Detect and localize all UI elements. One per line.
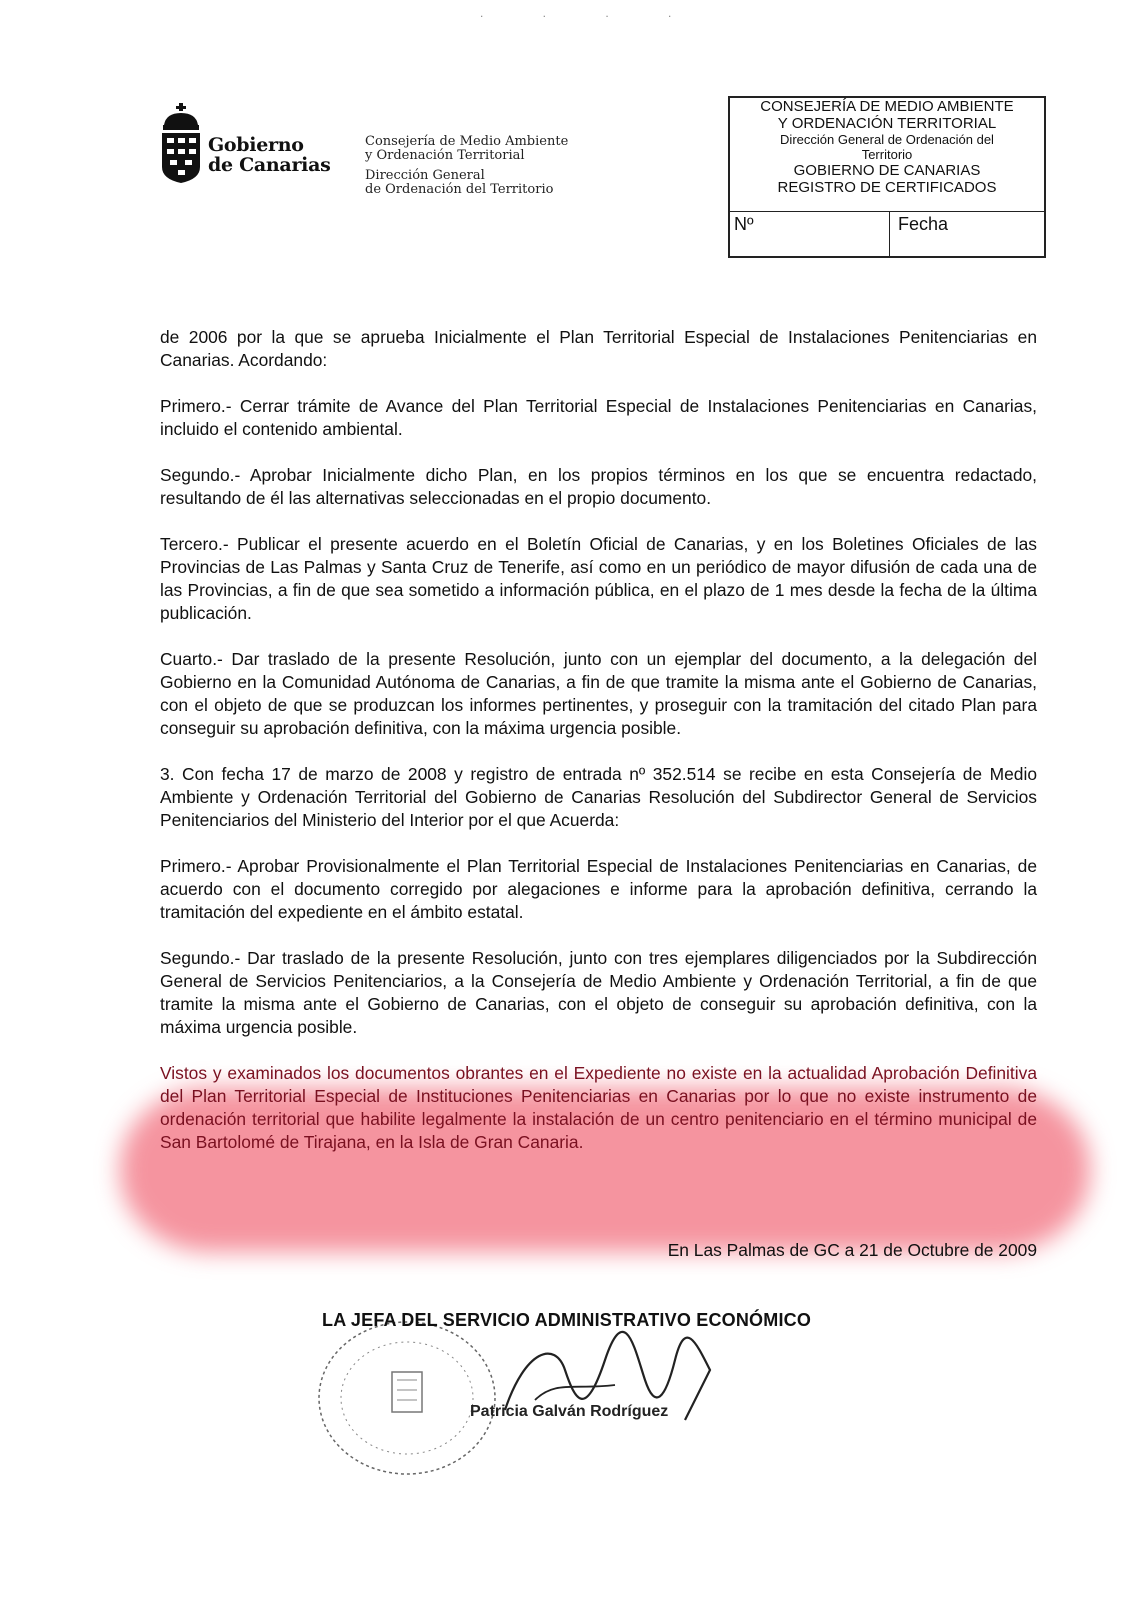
registry-fields [730,211,1044,256]
paragraph-1: de 2006 por la que se aprueba Inicialmente el Plan Territorial Especial de Instalaciones Penitenciarias en Canarias. Acordando: [160,327,1037,370]
paragraph-4: Tercero.- Publicar el presente acuerdo en el Boletín Oficial de Canarias, y en los Boletines Oficiales de las Provincias de Las Palmas y Santa Cruz de Tenerife, así como en un periódico de mayor difusión de cada una de las Provincias, a fin de que sea sometido a información pública, en el plazo de 1 mes desde la fecha de la última publicación. [160,534,1037,623]
department-heading [365,135,625,197]
registry-date-label: Fecha [898,214,949,234]
signer-title: LA JEFA DEL SERVICIO ADMINISTRATIVO ECONÓMICO [322,1310,812,1330]
registry-line-4: Territorio [861,147,913,162]
registry-line-5: GOBIERNO DE CANARIAS [793,162,981,179]
dept-line-4: de Ordenación del Territorio [365,182,554,197]
gobierno-canarias-logo [160,103,340,187]
paragraph-2: Primero.- Cerrar trámite de Avance del Plan Territorial Especial de Instalaciones Penitenciarias en Canarias, incluido el contenido ambiental. [160,396,1037,439]
paragraph-8: Segundo.- Dar traslado de la presente Resolución, junto con tres ejemplares diligenciados por la Subdirección General de Servicios Penitenciarios, a la Consejería de Medio Ambiente y Ordenación Territorial, a fin de que tramite la misma ante el Gobierno de Canarias, con el objeto de conseguir su aprobación definitiva, con la máxima urgencia posible. [160,948,1037,1037]
logo-line-1: Gobierno [208,134,304,156]
document-body [160,326,1037,1177]
registry-number-label: Nº [730,212,890,256]
paragraph-5: Cuarto.- Dar traslado de la presente Resolución, junto con un ejemplar del documento, a la delegación del Gobierno en la Comunidad Autónoma de Canarias, a fin de que tramite la misma ante el Gobierno de Canarias, con el objeto de que se produzcan los informes pertinentes, y proseguir con la tramitación del citado Plan para conseguir su aprobación definitiva, con la máxima urgencia posible. [160,649,1037,738]
registry-stamp-box [728,96,1046,258]
paragraph-7: Primero.- Aprobar Provisionalmente el Plan Territorial Especial de Instalaciones Penitenciarias en Canarias, de acuerdo con el documento corregido por alegaciones e informe para la aprobación definitiva, cerrando la tramitación del expediente en el ámbito estatal. [160,856,1037,922]
paragraph-6: 3. Con fecha 17 de marzo de 2008 y registro de entrada nº 352.514 se recibe en esta Consejería de Medio Ambiente y Ordenación Territorial del Gobierno de Canarias Resolución del Subdirector General de Servicios Penitenciarios del Ministerio del Interior por el que Acuerda: [160,764,1037,830]
paragraph-9-highlighted: Vistos y examinados los documentos obrantes en el Expediente no existe en la actualidad Aprobación Definitiva del Plan Territorial Especial de Instituciones Penitenciarias en Canarias por lo que no existe instrumento de ordenación territorial que habilite legalmente la instalación de un centro penitenciario en el término municipal de San Bartolomé de Tirajana, en la Isla de Gran Canaria. [160,1063,1037,1152]
scan-specks: . . . . [480,6,700,20]
registry-line-1: CONSEJERÍA DE MEDIO AMBIENTE [760,98,1014,115]
official-seal-icon [312,1310,512,1480]
dept-line-1: Consejería de Medio Ambiente [365,134,569,149]
registry-line-3: Dirección General de Ordenación del [780,132,994,147]
logo-text [208,135,330,175]
coat-of-arms-icon [160,103,204,187]
logo-line-2: de Canarias [208,154,331,176]
registry-line-6: REGISTRO DE CERTIFICADOS [777,179,997,196]
registry-line-2: Y ORDENACIÓN TERRITORIAL [777,115,997,132]
dept-line-2: y Ordenación Territorial [365,148,525,163]
signer-name: Patricia Galván Rodríguez [470,1403,669,1420]
paragraph-3: Segundo.- Aprobar Inicialmente dicho Plan, en los propios términos en los que se encuentra redactado, resultando de él las alternativas seleccionadas en el propio documento. [160,465,1037,508]
place-and-date: En Las Palmas de GC a 21 de Octubre de 2009 [667,1240,1037,1260]
dept-line-3: Dirección General [365,168,485,183]
